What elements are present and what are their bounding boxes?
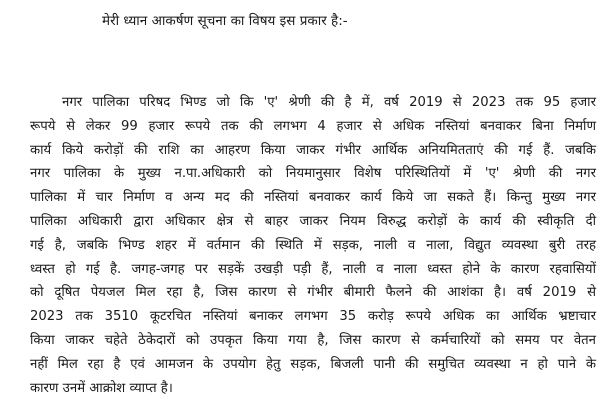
paragraph-line: कारण उनमें आक्रोश व्याप्त है। [30, 380, 173, 396]
notice-paragraph [30, 91, 596, 400]
paragraph-line: नहीं मिल रहा है एवं आमजन के उपयोग हेतु सड़क, बिजली पानी की समुचित व्यवस्था न हो पाने के [30, 356, 596, 372]
paragraph-line: रूपये से लेकर 99 हजार रूपये तक की लगभग 4 हजार से अधिक नस्तियां बनवाकर बिना निर्माण [30, 118, 596, 134]
paragraph-line: को दूषित पेयजल मिल रहा है, जिस कारण से गंभीर बीमारी फैलने की आशंका है। वर्ष 2019 से [30, 285, 596, 301]
paragraph-line: गई है, जबकि भिण्ड शहर में वर्तमान की स्थिति में सड़क, नाली व नाला, विद्युत व्यवस्था बुरी तरह [30, 237, 596, 253]
paragraph-line: नगर पालिका परिषद भिण्ड जो कि 'ए' श्रेणी की है में, वर्ष 2019 से 2023 तक 95 हजार [62, 95, 596, 110]
paragraph-line: ध्वस्त हो गई है. जगह-जगह पर सड़कें उखड़ी पड़ी हैं, नाली व नाला ध्वस्त होने के कारण रहवासियों [30, 261, 596, 277]
paragraph-line: पालिका अधिकारी द्वारा अधिकार क्षेत्र से बाहर जाकर नियम विरुद्ध करोड़ों के कार्य की स्वीकृति दी [30, 213, 596, 229]
paragraph-line: 2023 तक 3510 कूटरचित नस्तियां बनाकर लगभग 35 करोड़ रूपये अधिक का आर्थिक भ्रष्टाचार [30, 309, 596, 325]
paragraph-line: किया जाकर चहेते ठेकेदारों को उपकृत किया गया है, जिस कारण से कर्मचारियों को समय पर वेतन [30, 332, 596, 348]
paragraph-line: नगर पालिका के मुख्य न.पा.अधिकारी को नियमानुसार विशेष परिस्थितियों में 'ए' श्रेणी की नगर [30, 166, 596, 182]
paragraph-line: पालिका में चार निर्माण व अन्य मद की नस्तियां बनवाकर कार्य किये जा सकते हैं। किन्तु मुख्य नगर [30, 190, 596, 206]
notice-subject-heading: मेरी ध्यान आकर्षण सूचना का विषय इस प्रकार है:- [102, 13, 348, 29]
paragraph-line: कार्य किये करोड़ों की राशि का आहरण किया जाकर गंभीर आर्थिक अनियमितताएं की गई हैं. जबकि [30, 142, 596, 158]
